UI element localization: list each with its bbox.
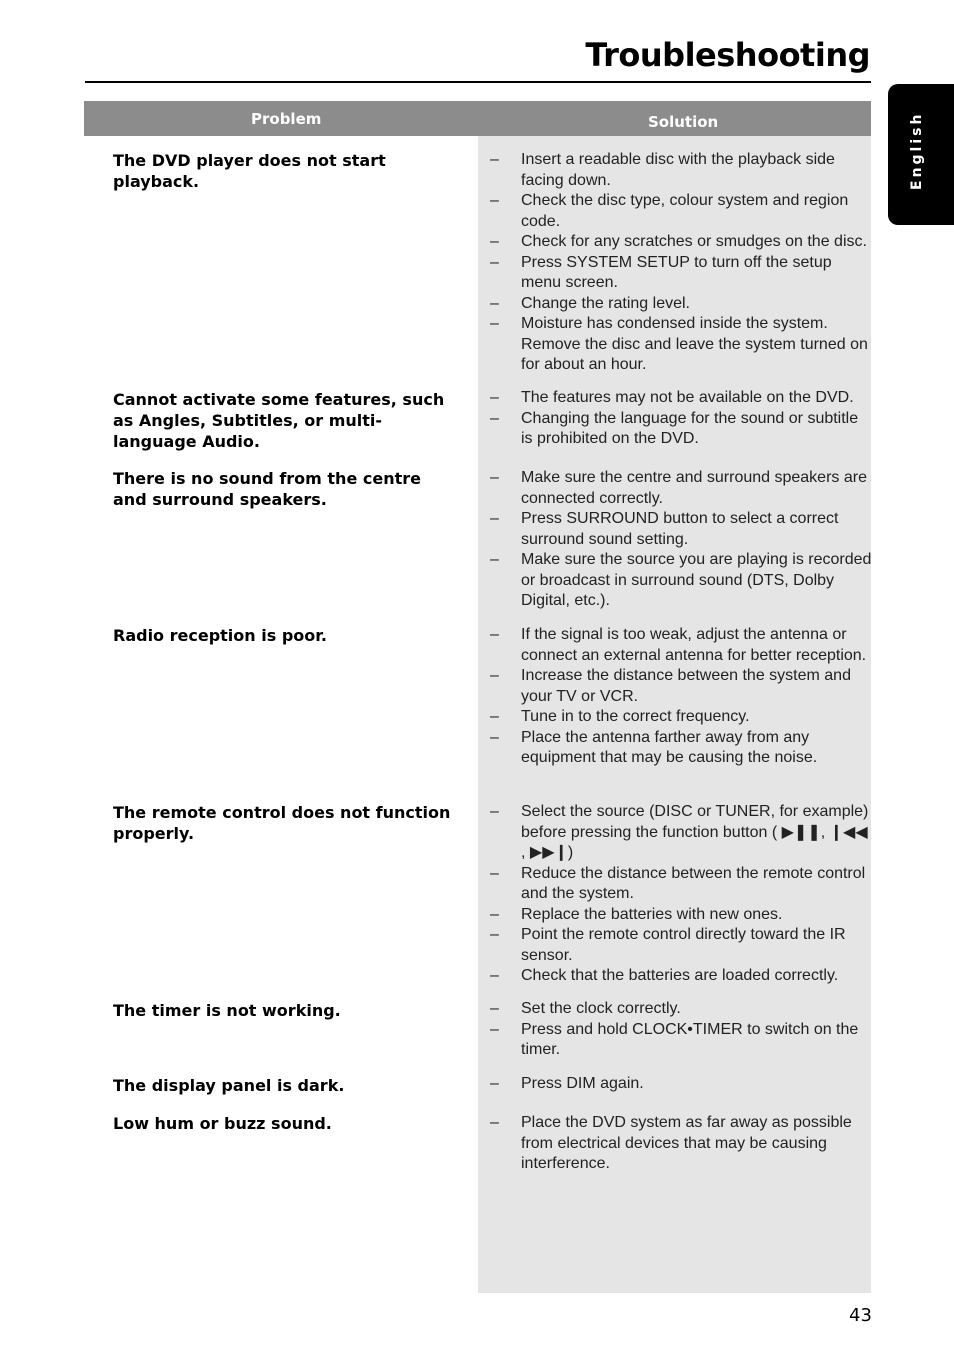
solution-item: – Check that the batteries are loaded correctly. xyxy=(490,967,839,984)
solution-column-header: Solution xyxy=(648,113,719,131)
solution-item: – Make sure the centre and surround speakers are connected correctly. xyxy=(490,469,867,507)
solution-item: – Point the remote control directly toward the IR sensor. xyxy=(490,926,846,964)
page-number: 43 xyxy=(849,1305,872,1326)
solution-item: – Check for any scratches or smudges on the disc. xyxy=(490,233,867,250)
solution-item: – The features may not be available on the DVD. xyxy=(490,389,854,406)
solution-list-hum-buzz xyxy=(490,1113,872,1175)
solution-item: – Insert a readable disc with the playback side facing down. xyxy=(490,151,835,189)
solution-item: – Press SYSTEM SETUP to turn off the setup menu screen. xyxy=(490,253,832,291)
problem-dvd-no-playback: The DVD player does not start playback. xyxy=(113,151,386,191)
solution-item: – Reduce the distance between the remote control and the system. xyxy=(490,864,866,902)
solution-item: – If the signal is too weak, adjust the antenna or connect an external antenna for better reception. xyxy=(490,626,867,664)
solution-item: – Press and hold CLOCK•TIMER to switch on the timer. xyxy=(490,1020,859,1058)
solution-item: – Select the source (DISC or TUNER, for example) before pressing the function button ( ▶❚❚, ❙◀◀ , ▶▶❙) xyxy=(490,803,869,861)
problem-hum-buzz: Low hum or buzz sound. xyxy=(113,1114,332,1133)
solution-item: – Set the clock correctly. xyxy=(490,1000,681,1017)
problem-remote-control: The remote control does not function properly. xyxy=(113,803,451,843)
problem-no-surround-sound: There is no sound from the centre and surround speakers. xyxy=(113,469,421,509)
table-header xyxy=(84,101,871,136)
title-rule xyxy=(85,81,871,83)
problem-timer: The timer is not working. xyxy=(113,1001,341,1020)
language-tab-label: English xyxy=(909,111,925,190)
page-title: Troubleshooting xyxy=(585,36,870,74)
solution-list-no-surround-sound xyxy=(490,468,872,612)
problem-display-dark: The display panel is dark. xyxy=(113,1076,345,1095)
problem-radio-reception: Radio reception is poor. xyxy=(113,626,327,645)
solution-list-features-unavailable xyxy=(490,388,872,450)
solution-item: – Check the disc type, colour system and region code. xyxy=(490,192,849,230)
solution-list-dvd-no-playback xyxy=(490,150,872,376)
solution-item: – Press DIM again. xyxy=(490,1075,644,1092)
solution-item: – Make sure the source you are playing is recorded or broadcast in surround sound (DTS, Dolby Digital, etc.). xyxy=(490,551,872,609)
solution-item: – Press SURROUND button to select a correct surround sound setting. xyxy=(490,510,839,548)
solution-item: – Moisture has condensed inside the system. Remove the disc and leave the system turned on for about an hour. xyxy=(490,315,868,373)
problem-column-header: Problem xyxy=(251,110,322,128)
solution-item: – Place the DVD system as far away as possible from electrical devices that may be causing interference. xyxy=(490,1114,852,1172)
solution-list-timer xyxy=(490,999,872,1061)
solution-list-remote-control xyxy=(490,802,872,987)
solution-list-radio-reception xyxy=(490,625,872,769)
solution-item: – Increase the distance between the system and your TV or VCR. xyxy=(490,667,851,705)
solution-item: – Change the rating level. xyxy=(490,294,690,312)
solution-item: – Place the antenna farther away from any equipment that may be causing the noise. xyxy=(490,728,818,766)
solution-item: – Replace the batteries with new ones. xyxy=(490,905,783,923)
solution-item: – Changing the language for the sound or subtitle is prohibited on the DVD. xyxy=(490,409,859,447)
solution-list-display-dark xyxy=(490,1074,872,1095)
problem-features-unavailable: Cannot activate some features, such as Angles, Subtitles, or multi-language Audio. xyxy=(113,390,445,451)
solution-item: – Tune in to the correct frequency. xyxy=(490,708,750,725)
